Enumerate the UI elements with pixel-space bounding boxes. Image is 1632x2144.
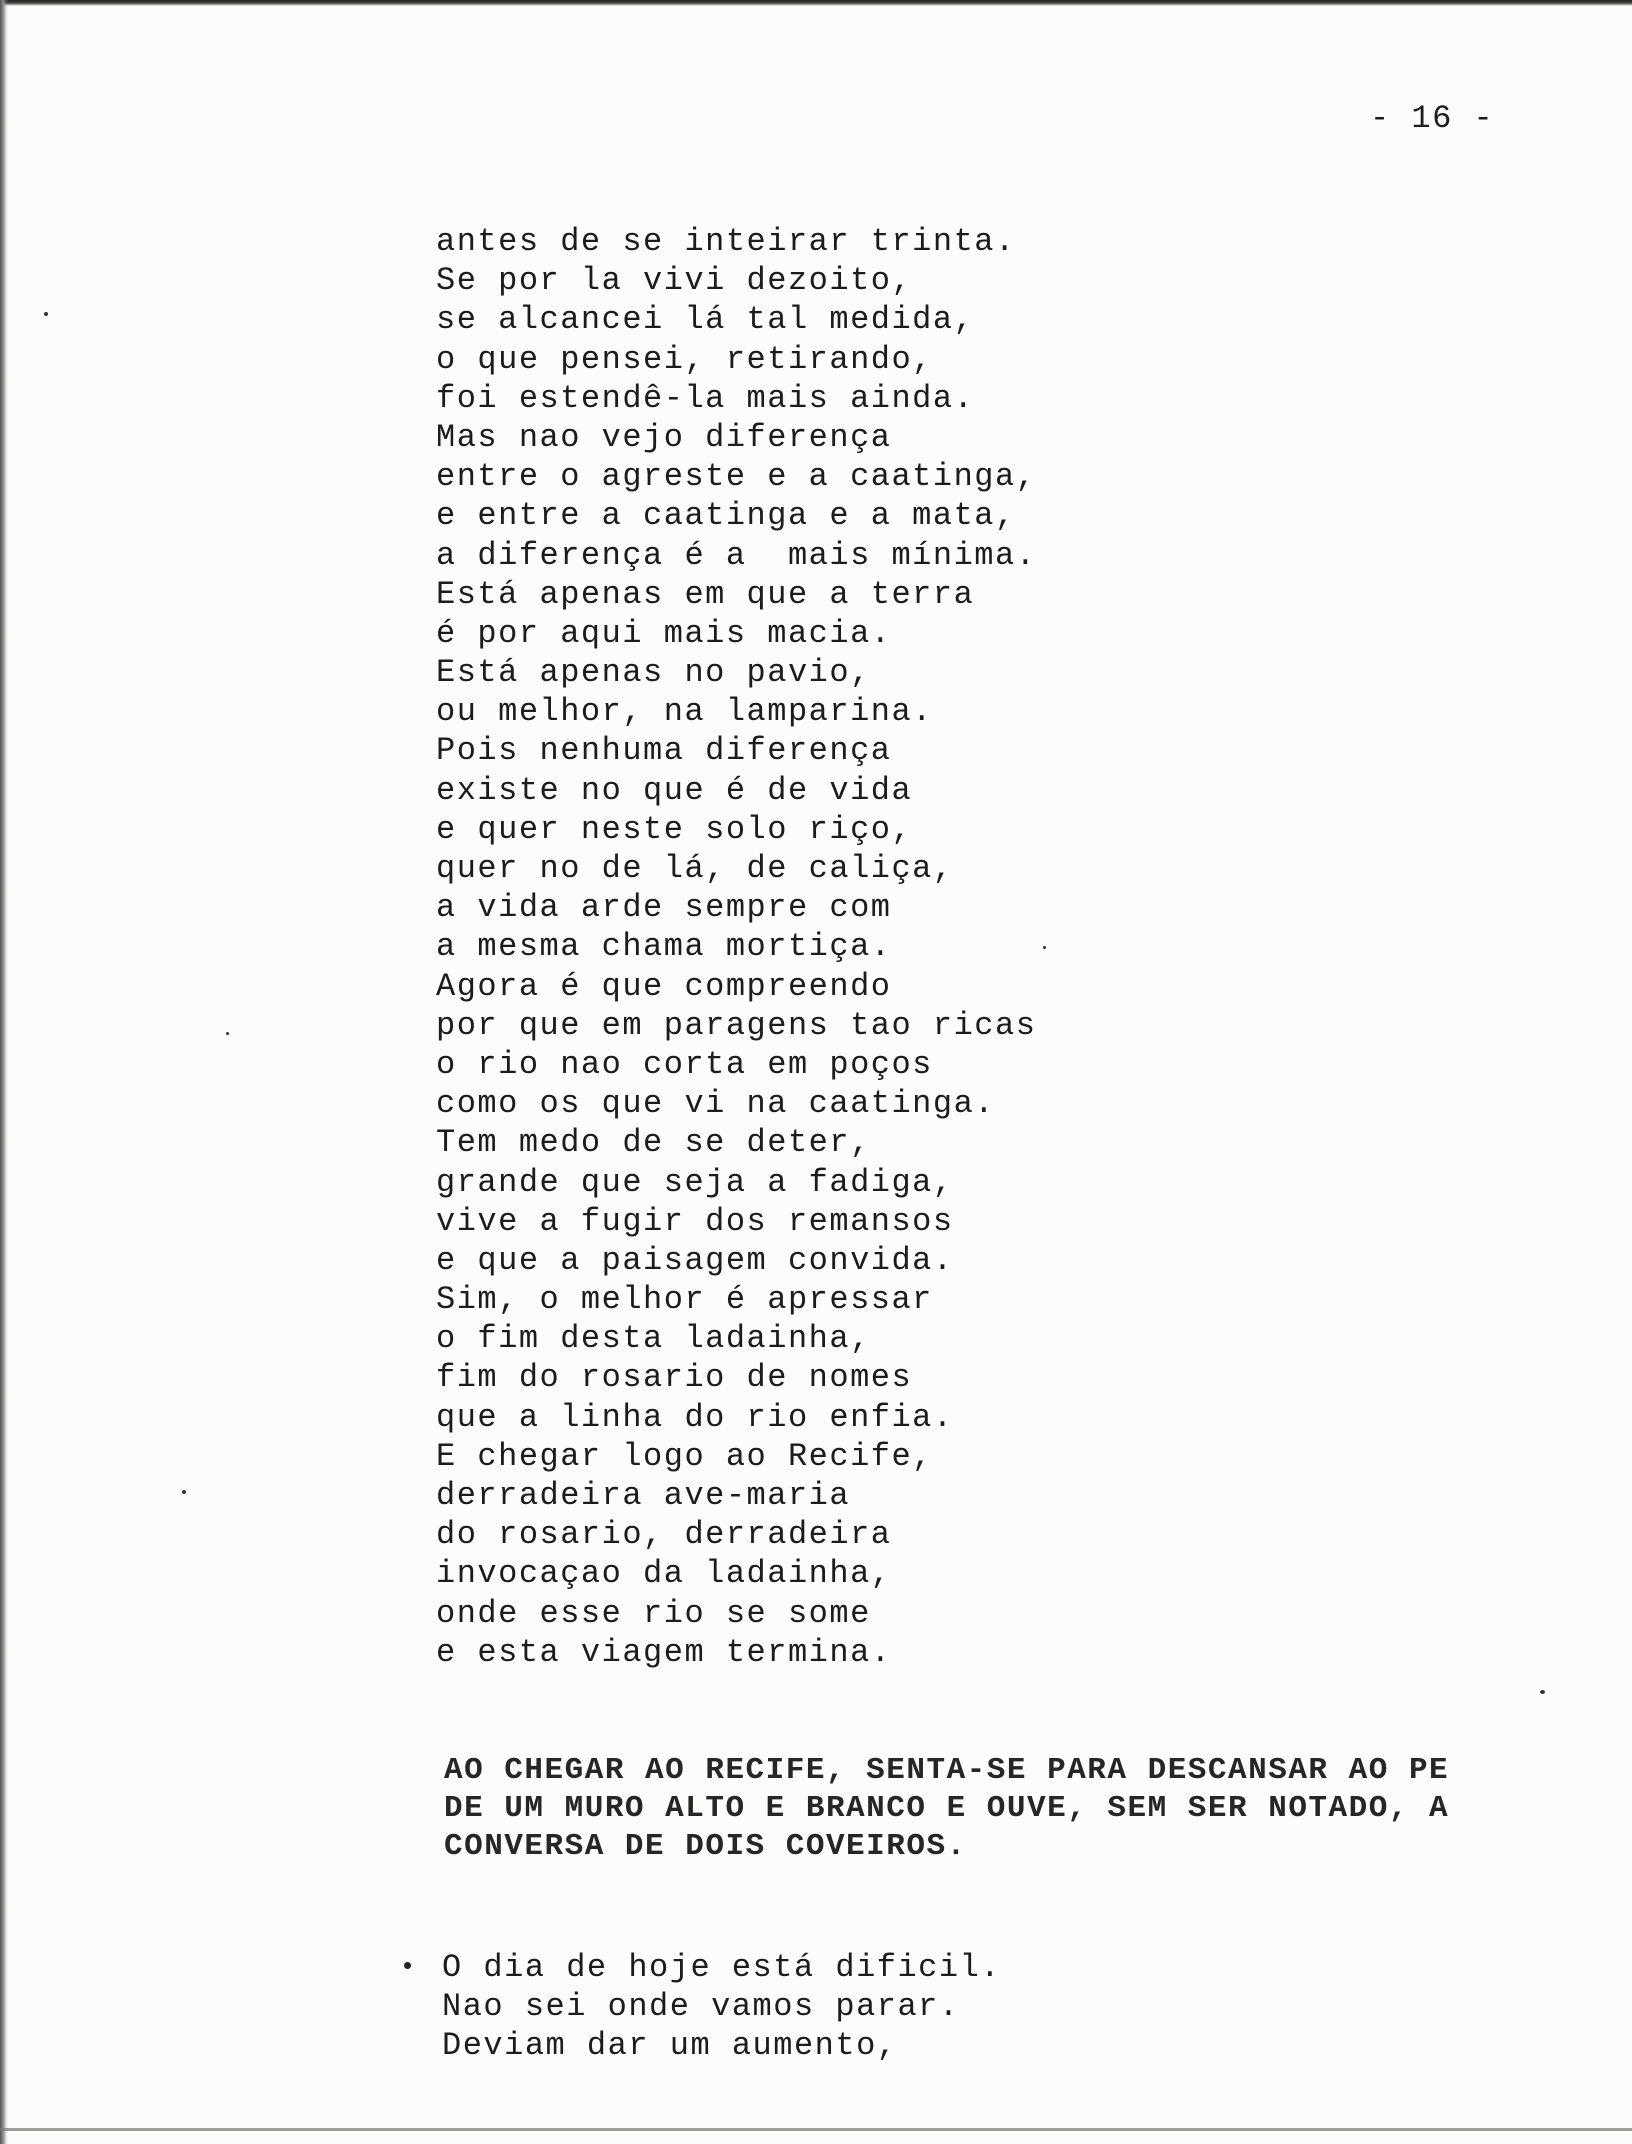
verse-line: o que pensei, retirando, — [436, 340, 933, 378]
verse-line: grande que seja a fadiga, — [436, 1163, 954, 1201]
scan-speck — [182, 1490, 186, 1494]
verse-line: Se por la vivi dezoito, — [436, 262, 913, 300]
verse-line: E chegar logo ao Recife, — [436, 1437, 933, 1475]
verse-line: Agora é que compreendo — [436, 967, 892, 1005]
verse-line: e entre a caatinga e a mata, — [436, 497, 1016, 535]
verse-line: por que em paragens tao ricas — [436, 1006, 1037, 1044]
scan-edge-bottom — [0, 2128, 1632, 2131]
speech-bullet-marker — [404, 1962, 411, 1969]
speech-block — [442, 1948, 1001, 2066]
verse-line: Está apenas no pavio, — [436, 654, 871, 692]
verse-line: a vida arde sempre com — [436, 889, 892, 927]
scan-speck — [1540, 1690, 1545, 1694]
scan-edge-left — [0, 0, 8, 2144]
verse-line: fim do rosario de nomes — [436, 1359, 913, 1397]
verse-line: vive a fugir dos remansos — [436, 1202, 954, 1240]
verse-line: a mesma chama mortiça. — [436, 928, 892, 966]
page-number: - 16 - — [1370, 100, 1495, 137]
verse-line: como os que vi na caatinga. — [436, 1085, 995, 1123]
verse-line: do rosario, derradeira — [436, 1516, 892, 1554]
speech-line: Deviam dar um aumento, — [442, 2027, 898, 2065]
verse-line: Tem medo de se deter, — [436, 1124, 871, 1162]
verse-line: Mas nao vejo diferença — [436, 418, 892, 456]
stage-direction — [444, 1752, 1449, 1866]
verse-line: derradeira ave-maria — [436, 1477, 851, 1514]
verse-line: o rio nao corta em poços — [436, 1045, 933, 1083]
verse-line: e que a paisagem convida. — [436, 1241, 954, 1279]
verse-line: que a linha do rio enfia. — [436, 1398, 954, 1436]
verse-line: entre o agreste e a caatinga, — [436, 458, 1037, 496]
stage-direction-line: AO CHEGAR AO RECIFE, SENTA-SE PARA DESCANSAR AO PE — [444, 1753, 1450, 1788]
verse-line: ou melhor, na lamparina. — [436, 693, 933, 731]
scan-edge-top — [0, 0, 1632, 6]
speech-line: O dia de hoje está dificil. — [442, 1949, 1001, 1986]
scan-speck — [44, 312, 48, 316]
verse-line: e quer neste solo riço, — [436, 810, 913, 848]
scan-speck — [226, 1032, 229, 1035]
verse-line: se alcancei lá tal medida, — [436, 301, 975, 339]
verse-line: invocaçao da ladainha, — [436, 1555, 892, 1593]
verse-line: onde esse rio se some — [436, 1594, 871, 1632]
verse-line: e esta viagem termina. — [436, 1633, 892, 1671]
verse-line: foi estendê-la mais ainda. — [436, 379, 975, 417]
scan-speck — [1043, 946, 1046, 949]
verse-block — [436, 222, 1036, 1672]
stage-direction-line: CONVERSA DE DOIS COVEIROS. — [444, 1829, 967, 1864]
verse-line: existe no que é de vida — [436, 771, 913, 809]
stage-direction-line: DE UM MURO ALTO E BRANCO E OUVE, SEM SER NOTADO, A — [444, 1791, 1450, 1826]
verse-line: Pois nenhuma diferença — [436, 732, 892, 770]
verse-line: Sim, o melhor é apressar — [436, 1281, 933, 1319]
verse-line: quer no de lá, de caliça, — [436, 850, 954, 887]
verse-line: antes de se inteirar trinta. — [436, 223, 1016, 260]
verse-line: o fim desta ladainha, — [436, 1320, 871, 1358]
verse-line: é por aqui mais macia. — [436, 614, 892, 652]
verse-line: a diferença é a mais mínima. — [436, 536, 1037, 574]
speech-line: Nao sei onde vamos parar. — [442, 1988, 960, 2026]
verse-line: Está apenas em que a terra — [436, 575, 975, 613]
